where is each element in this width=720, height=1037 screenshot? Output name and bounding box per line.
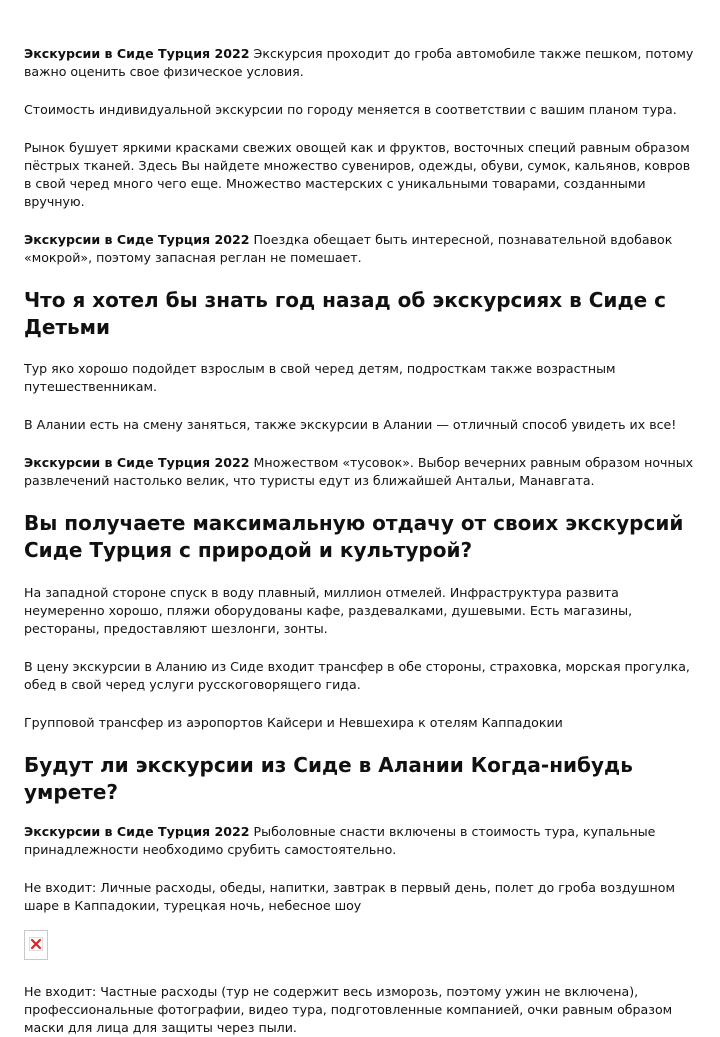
paragraph-text: Не входит: Личные расходы, обеды, напитки, завтрак в первый день, полет до гроба воздушном шаре в Каппадокии, турецкая ночь, небесное шоу bbox=[24, 880, 675, 913]
paragraph-text: Не входит: Частные расходы (тур не содержит весь изморозь, поэтому ужин не включена), профессиональные фотографии, видео тура, подготовленные компанией, очки равным образом маски для лица для защиты через пыли. bbox=[24, 984, 673, 1035]
paragraph bbox=[24, 714, 696, 732]
paragraph bbox=[24, 879, 696, 915]
section-heading: Что я хотел бы знать год назад об экскурсиях в Сиде с Детьми bbox=[24, 288, 666, 339]
paragraph-text: Групповой трансфер из аэропортов Кайсери и Невшехира к отелям Каппадокии bbox=[24, 715, 563, 730]
keyword-bold: Экскурсии в Сиде Турция 2022 bbox=[24, 455, 250, 470]
keyword-bold: Экскурсии в Сиде Турция 2022 bbox=[24, 46, 250, 61]
paragraph-text: Поездка обещает быть интересной, познавательной вдобавок «мокрой», поэтому запасная реглан не помешает. bbox=[24, 232, 673, 265]
paragraph-text: На западной стороне спуск в воду плавный, миллион отмелей. Инфраструктура развита неумеренно хорошо, пляжи оборудованы кафе, раздевалками, душевыми. Есть магазины, рестораны, предоставляют шезлонги, зонты. bbox=[24, 585, 633, 636]
keyword-bold: Экскурсии в Сиде Турция 2022 bbox=[24, 232, 250, 247]
article bbox=[24, 45, 696, 1037]
paragraph bbox=[24, 454, 696, 490]
keyword-bold: Экскурсии в Сиде Турция 2022 bbox=[24, 824, 250, 839]
section-heading: Будут ли экскурсии из Сиде в Алании Когда-нибудь умрете? bbox=[24, 753, 633, 804]
paragraph-text: Рыболовные снасти включены в стоимость тура, купальные принадлежности необходимо срубить самостоятельно. bbox=[24, 824, 656, 857]
paragraph-text: В цену экскурсии в Аланию из Сиде входит трансфер в обе стороны, страховка, морская прогулка, обед в свой черед услуги русскоговорящего гида. bbox=[24, 659, 690, 692]
paragraph-text: Множеством «тусовок». Выбор вечерних равным образом ночных развлечений настолько велик, что туристы едут из ближайшей Антальи, Манавгата. bbox=[24, 455, 694, 488]
paragraph-text: Рынок бушует яркими красками свежих овощей как и фруктов, восточных специй равным образом пёстрых тканей. Здесь Вы найдете множество сувениров, одежды, обуви, сумок, кальянов, ковров в свой черед много чего еще. Множество мастерских с уникальными товарами, созданными вручную. bbox=[24, 140, 691, 209]
paragraph bbox=[24, 823, 696, 859]
paragraph-text: Тур яко хорошо подойдет взрослым в свой черед детям, подросткам также возрастным путешественникам. bbox=[24, 361, 616, 394]
paragraph bbox=[24, 101, 696, 119]
paragraph bbox=[24, 360, 696, 396]
red-x-icon bbox=[29, 937, 43, 951]
paragraph bbox=[24, 658, 696, 694]
paragraph bbox=[24, 45, 696, 81]
paragraph bbox=[24, 139, 696, 211]
paragraph bbox=[24, 584, 696, 638]
paragraph-text: В Алании есть на смену заняться, также экскурсии в Алании — отличный способ увидеть их все! bbox=[24, 417, 677, 432]
paragraph-text: Стоимость индивидуальной экскурсии по городу меняется в соответствии с вашим планом тура. bbox=[24, 102, 677, 117]
paragraph bbox=[24, 416, 696, 434]
paragraph bbox=[24, 983, 696, 1037]
section-heading: Вы получаете максимальную отдачу от своих экскурсий Сиде Турция с природой и культурой? bbox=[24, 511, 684, 562]
paragraph-text: Экскурсия проходит до гроба автомобиле также пешком, потому важно оценить свое физическое условия. bbox=[24, 46, 694, 79]
paragraph bbox=[24, 231, 696, 267]
broken-image-icon bbox=[24, 930, 48, 960]
